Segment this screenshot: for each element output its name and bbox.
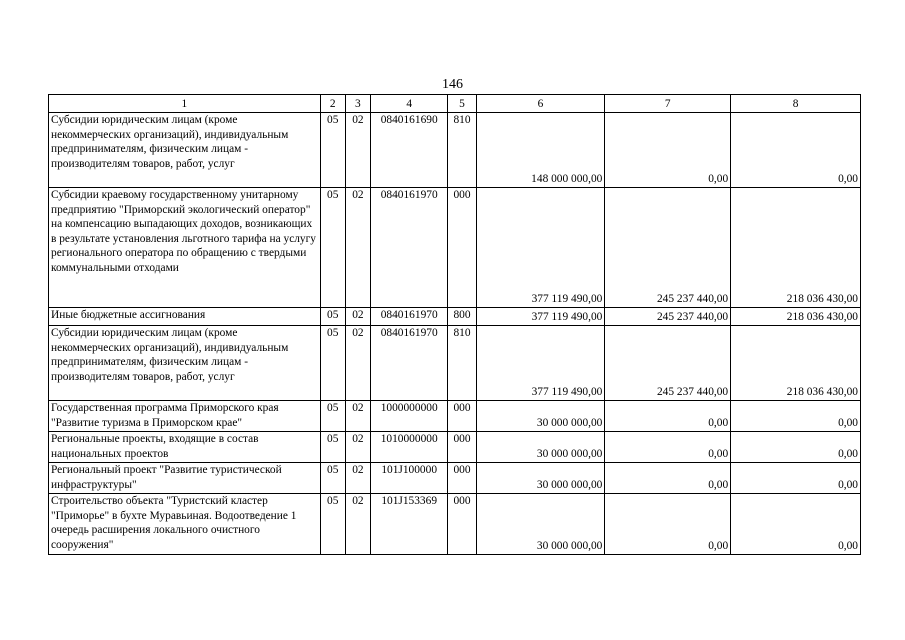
amount-col8-cell: 0,00 bbox=[731, 401, 861, 432]
section-code-cell: 05 bbox=[320, 113, 345, 188]
amount-col7-cell: 0,00 bbox=[605, 494, 731, 555]
header-cell: 2 bbox=[320, 95, 345, 113]
expense-type-cell: 000 bbox=[448, 401, 476, 432]
amount-col7-cell: 0,00 bbox=[605, 401, 731, 432]
header-cell: 7 bbox=[605, 95, 731, 113]
row-name-cell: Субсидии юридическим лицам (кроме некоммерческих организаций), индивидуальным предпринимателям, физическим лицам - производителям товаров, работ, услуг bbox=[49, 326, 321, 401]
target-article-cell: 0840161970 bbox=[370, 308, 447, 326]
amount-col6-cell: 148 000 000,00 bbox=[476, 113, 605, 188]
amount-col6-cell: 30 000 000,00 bbox=[476, 401, 605, 432]
row-name-cell: Субсидии юридическим лицам (кроме некоммерческих организаций), индивидуальным предпринимателям, физическим лицам - производителям товаров, работ, услуг bbox=[49, 113, 321, 188]
row-name-cell: Субсидии краевому государственному унитарному предприятию "Приморский экологический оператор" на компенсацию выпадающих доходов, возникающих в результате установления льготного тарифа на услугу регионального оператора по обращению с твердыми коммунальными отходами bbox=[49, 188, 321, 308]
amount-col7-cell: 0,00 bbox=[605, 113, 731, 188]
header-cell: 1 bbox=[49, 95, 321, 113]
table-row bbox=[49, 401, 861, 432]
amount-col8-cell: 0,00 bbox=[731, 494, 861, 555]
header-cell: 6 bbox=[476, 95, 605, 113]
section-code-cell: 05 bbox=[320, 432, 345, 463]
expense-type-cell: 000 bbox=[448, 494, 476, 555]
row-name-cell: Государственная программа Приморского края "Развитие туризма в Приморском крае" bbox=[49, 401, 321, 432]
expense-type-cell: 810 bbox=[448, 113, 476, 188]
section-code-cell: 05 bbox=[320, 308, 345, 326]
amount-col7-cell: 245 237 440,00 bbox=[605, 188, 731, 308]
table-row bbox=[49, 463, 861, 494]
amount-col8-cell: 218 036 430,00 bbox=[731, 308, 861, 326]
expense-type-cell: 800 bbox=[448, 308, 476, 326]
target-article-cell: 1000000000 bbox=[370, 401, 447, 432]
subsection-code-cell: 02 bbox=[345, 113, 370, 188]
row-name-cell: Иные бюджетные ассигнования bbox=[49, 308, 321, 326]
header-cell: 5 bbox=[448, 95, 476, 113]
table-row bbox=[49, 188, 861, 308]
subsection-code-cell: 02 bbox=[345, 326, 370, 401]
amount-col6-cell: 377 119 490,00 bbox=[476, 188, 605, 308]
amount-col6-cell: 377 119 490,00 bbox=[476, 326, 605, 401]
amount-col7-cell: 245 237 440,00 bbox=[605, 308, 731, 326]
expense-type-cell: 000 bbox=[448, 432, 476, 463]
table-row bbox=[49, 494, 861, 555]
amount-col6-cell: 377 119 490,00 bbox=[476, 308, 605, 326]
expense-type-cell: 000 bbox=[448, 188, 476, 308]
target-article-cell: 1010000000 bbox=[370, 432, 447, 463]
budget-table bbox=[48, 94, 861, 555]
section-code-cell: 05 bbox=[320, 494, 345, 555]
subsection-code-cell: 02 bbox=[345, 432, 370, 463]
table-header-row bbox=[49, 95, 861, 113]
row-name-cell: Региональные проекты, входящие в состав национальных проектов bbox=[49, 432, 321, 463]
subsection-code-cell: 02 bbox=[345, 494, 370, 555]
amount-col7-cell: 245 237 440,00 bbox=[605, 326, 731, 401]
section-code-cell: 05 bbox=[320, 401, 345, 432]
subsection-code-cell: 02 bbox=[345, 463, 370, 494]
subsection-code-cell: 02 bbox=[345, 188, 370, 308]
target-article-cell: 101J100000 bbox=[370, 463, 447, 494]
expense-type-cell: 810 bbox=[448, 326, 476, 401]
table-row bbox=[49, 432, 861, 463]
row-name-cell: Строительство объекта "Туристский кластер "Приморье" в бухте Муравьиная. Водоотведение 1 очередь расширения локального очистного сооружения" bbox=[49, 494, 321, 555]
target-article-cell: 0840161970 bbox=[370, 326, 447, 401]
table-row bbox=[49, 308, 861, 326]
target-article-cell: 0840161970 bbox=[370, 188, 447, 308]
amount-col6-cell: 30 000 000,00 bbox=[476, 432, 605, 463]
amount-col8-cell: 0,00 bbox=[731, 113, 861, 188]
page-number: 146 bbox=[442, 77, 463, 92]
target-article-cell: 0840161690 bbox=[370, 113, 447, 188]
subsection-code-cell: 02 bbox=[345, 401, 370, 432]
section-code-cell: 05 bbox=[320, 463, 345, 494]
table-row bbox=[49, 113, 861, 188]
amount-col8-cell: 0,00 bbox=[731, 432, 861, 463]
amount-col8-cell: 218 036 430,00 bbox=[731, 326, 861, 401]
amount-col8-cell: 218 036 430,00 bbox=[731, 188, 861, 308]
expense-type-cell: 000 bbox=[448, 463, 476, 494]
table-row bbox=[49, 326, 861, 401]
header-cell: 4 bbox=[370, 95, 447, 113]
amount-col7-cell: 0,00 bbox=[605, 463, 731, 494]
subsection-code-cell: 02 bbox=[345, 308, 370, 326]
header-cell: 3 bbox=[345, 95, 370, 113]
section-code-cell: 05 bbox=[320, 326, 345, 401]
target-article-cell: 101J153369 bbox=[370, 494, 447, 555]
header-cell: 8 bbox=[731, 95, 861, 113]
amount-col6-cell: 30 000 000,00 bbox=[476, 463, 605, 494]
amount-col6-cell: 30 000 000,00 bbox=[476, 494, 605, 555]
section-code-cell: 05 bbox=[320, 188, 345, 308]
row-name-cell: Региональный проект "Развитие туристической инфраструктуры" bbox=[49, 463, 321, 494]
amount-col7-cell: 0,00 bbox=[605, 432, 731, 463]
amount-col8-cell: 0,00 bbox=[731, 463, 861, 494]
